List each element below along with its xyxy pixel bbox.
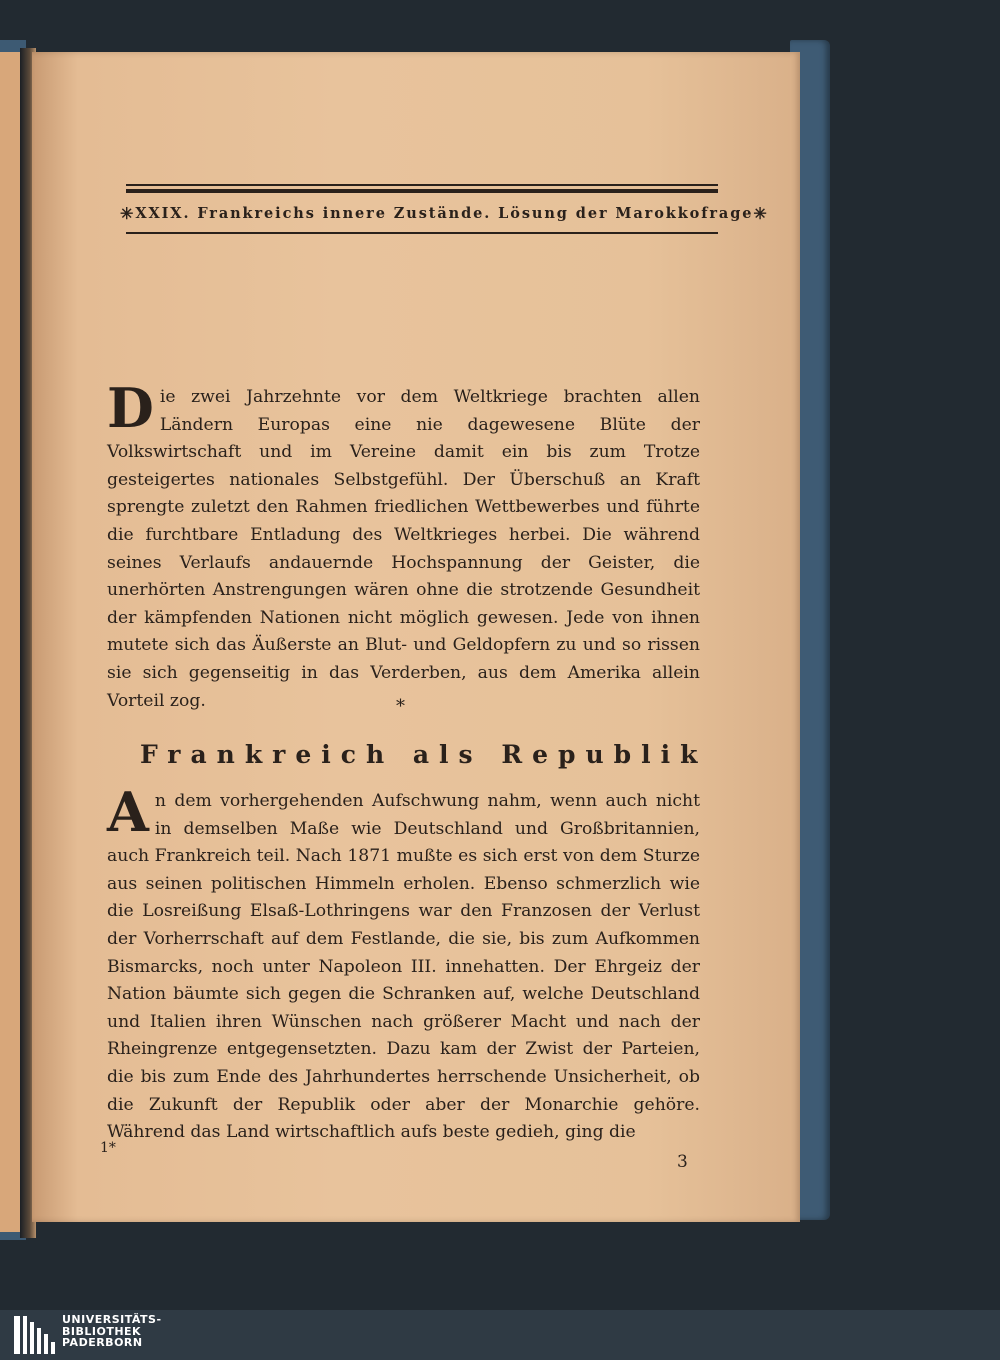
library-logo-icon	[14, 1316, 56, 1354]
intro-dropcap: D	[107, 376, 154, 440]
ornament-left: ✳	[120, 203, 136, 223]
signature-mark: 1*	[100, 1140, 116, 1156]
intro-text: ie zwei Jahrzehnte vor dem Weltkriege brachten allen Ländern Europas eine nie dagewesene Blüte der Volkswirtschaft und im Vereine damit ein bis zum Trotze gesteigertes nationales Selbstgefühl. Der Überschuß an Kraft sprengte zuletzt den Rahmen friedlichen Wettbewerbes und führte die furchtbare Entladung des Weltkrieges herbei. Die während seines Verlaufs andauernde Hochspannung der Geister, die unerhörten Anstrengungen wären ohne die strotzende Gesundheit der kämpfenden Nationen nicht möglich gewesen. Jede von ihnen mutete sich das Äußerste an Blut- und Geldopfern zu und so rissen sie sich gegenseitig in das Verderben, aus dem Amerika allein Vorteil zog.	[107, 387, 700, 711]
running-header	[120, 200, 769, 226]
library-name	[62, 1314, 162, 1349]
ornament-right: ✳	[753, 203, 769, 223]
header-rule-top-thick	[126, 189, 718, 193]
section-divider: *	[396, 696, 405, 717]
page-number: 3	[677, 1152, 688, 1172]
body-dropcap: A	[107, 780, 149, 844]
body-text: n dem vorhergehenden Aufschwung nahm, wenn auch nicht in demselben Maße wie Deutschland und Großbritannien, auch Frankreich teil. Nach 1871 mußte es sich erst von dem Sturze aus seinen politischen Himmeln erholen. Ebenso schmerzlich wie die Losreißung Elsaß-Lothringens war den Franzosen der Verlust der Vorherrschaft auf dem Festlande, die sie, bis zum Aufkommen Bismarcks, noch unter Napoleon III. innehatten. Der Ehrgeiz der Nation bäumte sich gegen die Schranken auf, welche Deutschland und Italien ihren Wünschen nach größerer Macht und nach der Rheingrenze entgegensetzten. Dazu kam der Zwist der Parteien, die bis zum Ende des Jahrhundertes herrschende Unsicherheit, ob die Zukunft der Republik oder aber der Monarchie gehöre. Während das Land wirtschaftlich aufs beste gedieh, ging die	[107, 791, 700, 1143]
header-rule-bottom	[126, 232, 718, 234]
library-line-1: UNIVERSITÄTS-	[62, 1313, 162, 1326]
library-line-2: BIBLIOTHEK	[62, 1324, 142, 1338]
header-rule-top-thin	[126, 184, 718, 186]
running-header-text: XXIX. Frankreichs innere Zustände. Lösung der Marokkofrage	[135, 204, 754, 222]
section-title: Frankreich als Republik	[140, 740, 708, 769]
library-line-3: PADERBORN	[62, 1336, 143, 1349]
intro-paragraph	[107, 376, 700, 715]
body-paragraph	[107, 780, 700, 1147]
